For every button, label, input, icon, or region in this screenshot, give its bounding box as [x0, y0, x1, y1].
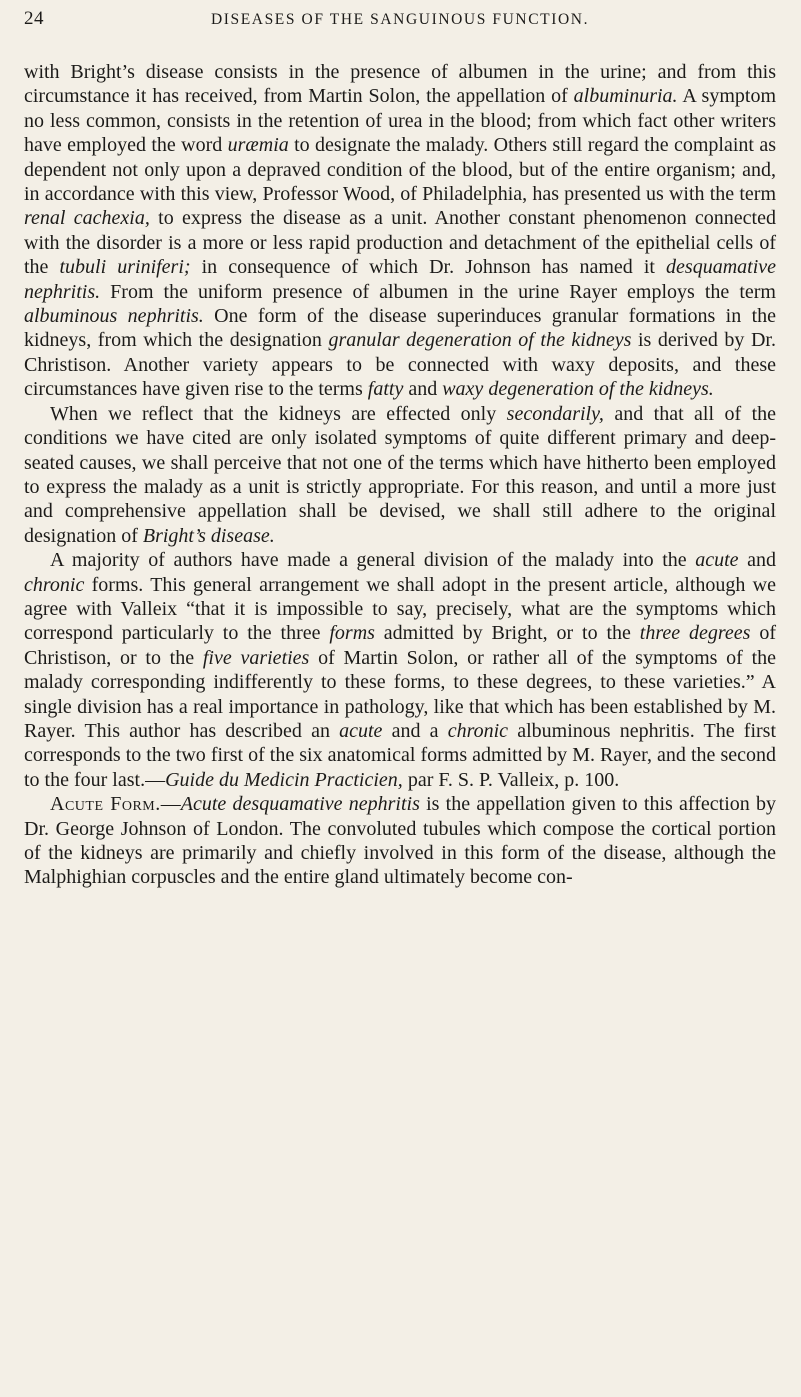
- italic-term: chronic: [24, 573, 85, 596]
- body-text: [24, 60, 776, 890]
- text-span: par F. S. P. Valleix, p. 100.: [402, 768, 620, 791]
- italic-term: desquamative nephritis.: [24, 256, 777, 303]
- text-span: A symptom no less common, consists in the retention of urea in the blood; from which fact other writers have employed the word: [24, 85, 776, 157]
- paragraph-4: [24, 792, 776, 890]
- italic-term: acute: [695, 549, 739, 572]
- italic-term: waxy degeneration of the kidneys.: [442, 378, 714, 401]
- italic-term: Guide du Medicin Practicien,: [165, 768, 403, 791]
- text-span: is derived by Dr. Christison. Another variety appears to be connected with waxy deposits, and these circumstances have given rise to the terms: [24, 329, 776, 401]
- page-header: [24, 8, 776, 38]
- text-span: is the appellation given to this affection by Dr. George Johnson of London. The convoluted tubules which compose the cortical portion of the kidneys are primarily and chiefly involved in this form of the disease, although the Malphighian corpuscles and the entire gland ultimately become con-: [24, 793, 776, 889]
- italic-term: fatty: [367, 378, 404, 401]
- text-span: and that all of the conditions we have cited are only isolated symptoms of quite different primary and deep-seated causes, we shall perceive that not one of the terms which have hitherto been employed to express the malady as a unit is strictly appropriate. For this reason, and until a more just and comprehensive appellation shall be devised, we shall still adhere to the original designation of: [24, 402, 777, 547]
- text-span: From the uniform presence of albumen in the urine Rayer employs the term: [100, 280, 776, 303]
- paragraph-2: [24, 402, 776, 548]
- text-span: —: [160, 793, 181, 816]
- text-span: One form of the disease superinduces granular formations in the kidneys, from which the designation: [24, 305, 777, 352]
- paragraph-3: [24, 548, 776, 792]
- italic-term: granular degeneration of the kidneys: [328, 329, 632, 352]
- text-span: and: [403, 378, 443, 401]
- italic-term: forms: [329, 622, 375, 645]
- italic-term: albuminous nephritis.: [24, 305, 204, 328]
- text-span: and a: [382, 719, 448, 742]
- text-span: When we reflect that the kidneys are effected only: [50, 402, 507, 425]
- text-span: and: [738, 549, 776, 572]
- italic-term: three degrees: [639, 622, 751, 645]
- text-span: A majority of authors have made a general division of the malady into the: [50, 549, 696, 572]
- running-head: DISEASES OF THE SANGUINOUS FUNCTION.: [210, 11, 590, 28]
- italic-term: uræmia: [227, 134, 289, 157]
- italic-term: chronic: [447, 719, 509, 742]
- italic-term: five varieties: [202, 646, 310, 669]
- italic-term: secondarily,: [506, 402, 604, 425]
- italic-term: renal cachexia,: [24, 207, 150, 230]
- paragraph-1: [24, 60, 776, 402]
- italic-term: acute: [339, 719, 383, 742]
- page-number: 24: [24, 8, 44, 29]
- text-span: with Bright’s disease consists in the presence of albumen in the urine; and from this circumstance it has received, from Martin Solon, the appellation of: [24, 61, 776, 108]
- italic-term: tubuli uriniferi;: [59, 256, 191, 279]
- text-span: to designate the malady. Others still regard the complaint as dependent not only upon a depraved condition of the blood, but of the entire organism; and, in accordance with this view, Professor Wood, of Philadelphia, has presented us with the term: [24, 134, 776, 206]
- section-head: Acute Form.: [50, 793, 161, 816]
- text-span: of Martin Solon, or rather all of the symptoms of the malady corresponding indifferently to these forms, to these degrees, to these varieties.” A single division has a real importance in pathology, like that which has been established by M. Rayer. This author has described an: [24, 646, 776, 742]
- italic-term: albuminuria.: [573, 85, 678, 108]
- text-span: to express the disease as a unit. Another constant phenomenon connected with the disorder is a more or less rapid production and detachment of the epithelial cells of the: [24, 207, 776, 279]
- text-span: admitted by Bright, or to the: [374, 622, 640, 645]
- text-span: in consequence of which Dr. Johnson has named it: [190, 256, 667, 279]
- text-span: albuminous nephritis. The first corresponds to the two first of the six anatomical forms admitted by M. Rayer, and the second to the four last.—: [24, 719, 777, 791]
- text-span: forms. This general arrangement we shall adopt in the present article, although we agree with Valleix “that it is impossible to say, precisely, what are the symptoms which correspond particularly to the three: [24, 573, 776, 645]
- italic-term: Bright’s disease.: [142, 524, 275, 547]
- text-span: of Christison, or to the: [24, 622, 776, 669]
- italic-term: Acute desquamative nephritis: [180, 793, 420, 816]
